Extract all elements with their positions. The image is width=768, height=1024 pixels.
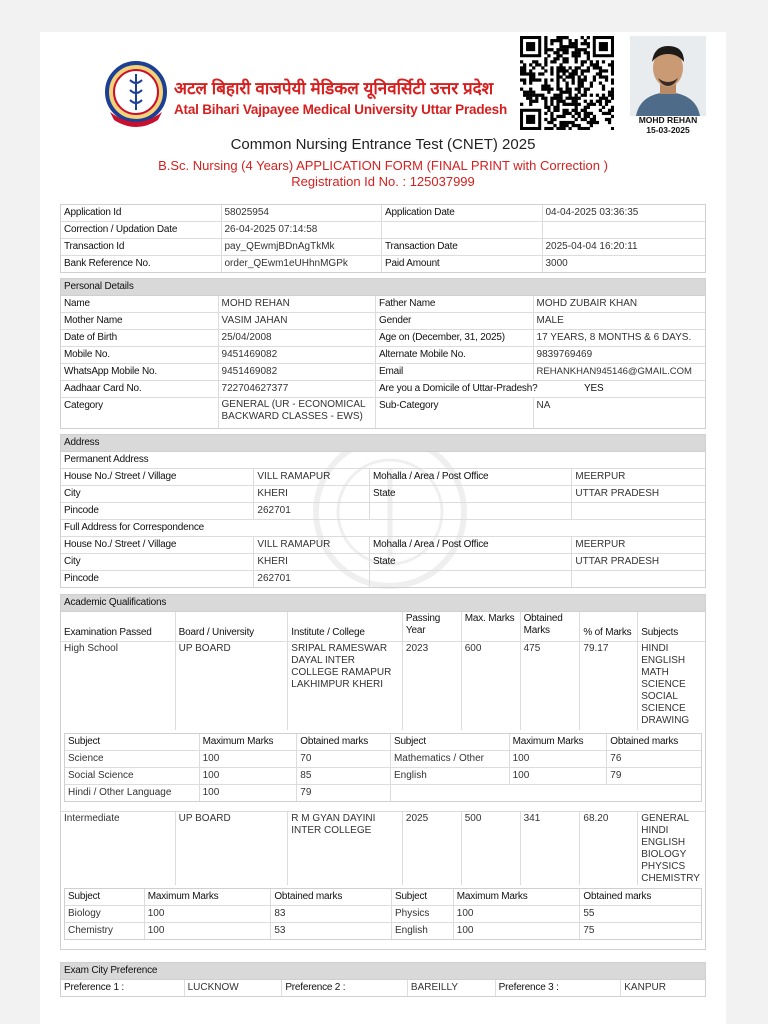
domicile-label: Are you a Domicile of Uttar-Pradesh? — [379, 383, 538, 394]
table-row — [61, 205, 705, 222]
bank-reference-value: order_QEwm1eUHhnMGPk — [222, 256, 383, 272]
qr-code-icon — [520, 36, 614, 130]
subcategory-label: Sub-Category — [376, 398, 534, 428]
hs-exam: High School — [61, 642, 176, 730]
empty-cell — [370, 571, 572, 587]
domicile-cell — [376, 381, 705, 397]
subject-obtained: 85 — [297, 768, 391, 784]
empty-cell — [543, 222, 706, 238]
state-label: State — [370, 554, 572, 570]
personal-details-table — [60, 278, 706, 429]
subject-max: 100 — [454, 923, 581, 939]
city-label: City — [61, 554, 254, 570]
hs-subject-table — [64, 733, 702, 802]
city-value: KHERI — [254, 486, 370, 502]
col-year: Passing Year — [403, 612, 462, 641]
mother-name-label: Mother Name — [61, 313, 219, 329]
col-institute: Institute / College — [288, 612, 403, 641]
mohalla-label: Mohalla / Area / Post Office — [370, 537, 572, 553]
empty-cell — [572, 503, 705, 519]
gender-label: Gender — [376, 313, 534, 329]
mohalla-value: MEERPUR — [575, 539, 626, 550]
int-board: UP BOARD — [176, 812, 289, 885]
category-value: GENERAL (UR - ECONOMICAL BACKWARD CLASSES - EWS) — [219, 398, 377, 428]
subject-obtained: 55 — [583, 908, 595, 919]
col-max-marks: Maximum Marks — [145, 889, 272, 905]
subject-obtained: 83 — [271, 906, 392, 922]
subject-name: English — [392, 923, 454, 939]
subject-max: 100 — [510, 768, 608, 784]
transaction-date-label: Transaction Date — [382, 239, 543, 255]
city-label: City — [61, 486, 254, 502]
subject-max: 100 — [200, 785, 298, 801]
subject-name: Mathematics / Other — [391, 751, 510, 767]
table-row — [61, 296, 705, 313]
table-row — [61, 222, 705, 239]
subject-name: Science — [65, 751, 200, 767]
table-row — [61, 364, 705, 381]
int-institute: R M GYAN DAYINI INTER COLLEGE — [288, 812, 403, 885]
int-subjects: GENERAL HINDI ENGLISH BIOLOGY PHYSICS CHEMISTRY — [641, 813, 700, 884]
state-label: State — [370, 486, 572, 502]
int-exam: Intermediate — [61, 812, 176, 885]
table-row — [61, 537, 705, 554]
application-form-page — [40, 32, 726, 1024]
table-row — [65, 734, 701, 751]
mohalla-value: MEERPUR — [575, 471, 626, 482]
int-year: 2025 — [403, 812, 462, 885]
paid-amount-value: 3000 — [545, 258, 568, 269]
pref2-value: BAREILLY — [408, 980, 496, 996]
email-value: REHANKHAN945146@GMAIL.COM — [536, 366, 692, 377]
pref3-value: KANPUR — [624, 982, 666, 993]
table-row — [61, 554, 705, 571]
hs-max: 600 — [462, 642, 521, 730]
age-value: 17 YEARS, 8 MONTHS & 6 DAYS. — [536, 332, 692, 343]
hs-percent: 79.17 — [580, 642, 638, 730]
hs-year: 2023 — [403, 642, 462, 730]
name-value: MOHD REHAN — [219, 296, 377, 312]
empty-cell — [382, 222, 543, 238]
subject-obtained: 75 — [583, 925, 595, 936]
subject-name: Biology — [65, 906, 145, 922]
col-board: Board / University — [176, 612, 289, 641]
subject-name: Physics — [392, 906, 454, 922]
alt-mobile-value: 9839769469 — [536, 349, 593, 360]
house-value: VILL RAMAPUR — [254, 537, 370, 553]
subject-max: 100 — [145, 906, 272, 922]
transaction-id-label: Transaction Id — [61, 239, 222, 255]
col-subjects: Subjects — [641, 627, 678, 638]
subject-max: 100 — [454, 906, 581, 922]
mother-name-value: VASIM JAHAN — [219, 313, 377, 329]
whatsapp-label: WhatsApp Mobile No. — [61, 364, 219, 380]
col-obtained-marks: Obtained marks — [610, 736, 679, 747]
father-name-label: Father Name — [376, 296, 534, 312]
int-percent: 68.20 — [580, 812, 638, 885]
transaction-id-value: pay_QEwmjBDnAgTkMk — [222, 239, 383, 255]
photo-caption — [626, 116, 710, 135]
permanent-address-heading: Permanent Address — [61, 452, 705, 469]
intermediate-row — [61, 811, 705, 885]
subject-obtained: 76 — [610, 753, 622, 764]
table-row — [61, 347, 705, 364]
table-row — [61, 330, 705, 347]
hs-institute: SRIPAL RAMESWAR DAYAL INTER COLLEGE RAMAPUR LAKHIMPUR KHERI — [288, 642, 403, 730]
state-value: UTTAR PRADESH — [575, 488, 660, 499]
pincode-value: 262701 — [254, 571, 370, 587]
pref1-label: Preference 1 : — [61, 980, 185, 996]
aadhaar-label: Aadhaar Card No. — [61, 381, 219, 397]
photo-date: 15-03-2025 — [646, 124, 690, 135]
col-subject: Subject — [392, 889, 454, 905]
table-row — [61, 503, 705, 520]
house-value: VILL RAMAPUR — [254, 469, 370, 485]
bank-reference-label: Bank Reference No. — [61, 256, 222, 272]
col-exam: Examination Passed — [61, 612, 176, 641]
table-row — [61, 381, 705, 398]
table-row — [65, 923, 701, 939]
house-label: House No./ Street / Village — [61, 537, 254, 553]
col-obtained-marks: Obtained marks — [271, 889, 392, 905]
whatsapp-value: 9451469082 — [219, 364, 377, 380]
empty-cell — [572, 571, 705, 587]
exam-city-table — [60, 962, 706, 997]
subject-name: Social Science — [65, 768, 200, 784]
col-obtained: Obtained Marks — [521, 612, 581, 641]
table-row — [61, 469, 705, 486]
aadhaar-value: 722704627377 — [219, 381, 377, 397]
col-obtained-marks: Obtained marks — [297, 734, 391, 750]
table-row — [61, 571, 705, 587]
table-row — [65, 889, 701, 906]
col-max: Max. Marks — [462, 612, 521, 641]
correction-date-value: 26-04-2025 07:14:58 — [222, 222, 383, 238]
col-max-marks: Maximum Marks — [200, 734, 298, 750]
address-table — [60, 434, 706, 588]
university-english-title: Atal Bihari Vajpayee Medical University Uttar Pradesh — [174, 102, 508, 117]
city-value: KHERI — [254, 554, 370, 570]
pincode-value: 262701 — [254, 503, 370, 519]
subject-obtained: 79 — [610, 770, 622, 781]
col-subject: Subject — [65, 889, 145, 905]
hs-board: UP BOARD — [176, 642, 289, 730]
pincode-label: Pincode — [61, 571, 254, 587]
table-row — [65, 768, 701, 785]
state-value: UTTAR PRADESH — [575, 556, 660, 567]
int-obtained: 341 — [521, 812, 581, 885]
subject-max: 100 — [200, 751, 298, 767]
mobile-value: 9451469082 — [219, 347, 377, 363]
high-school-row — [61, 642, 705, 730]
application-id-label: Application Id — [61, 205, 222, 221]
name-label: Name — [61, 296, 219, 312]
form-title: B.Sc. Nursing (4 Years) APPLICATION FORM (FINAL PRINT with Correction ) — [158, 158, 608, 173]
applicant-photo — [630, 36, 706, 116]
academic-heading: Academic Qualifications — [61, 595, 705, 612]
pincode-label: Pincode — [61, 503, 254, 519]
dob-label: Date of Birth — [61, 330, 219, 346]
subject-max: 100 — [145, 923, 272, 939]
col-subject: Subject — [65, 734, 200, 750]
empty-cell — [370, 503, 572, 519]
table-row — [61, 486, 705, 503]
subject-max: 100 — [510, 751, 608, 767]
application-id-value: 58025954 — [222, 205, 383, 221]
exam-city-heading: Exam City Preference — [61, 963, 705, 980]
int-max: 500 — [462, 812, 521, 885]
correspondence-address-heading: Full Address for Correspondence — [61, 520, 705, 537]
house-label: House No./ Street / Village — [61, 469, 254, 485]
dob-value: 25/04/2008 — [219, 330, 377, 346]
application-info-table — [60, 204, 706, 273]
personal-details-heading: Personal Details — [61, 279, 705, 296]
empty-cell — [391, 785, 701, 801]
domicile-value: YES — [584, 383, 604, 394]
university-seal-icon — [104, 60, 168, 132]
correction-date-label: Correction / Updation Date — [61, 222, 222, 238]
col-percent: % of Marks — [580, 612, 638, 641]
col-subject: Subject — [391, 734, 510, 750]
subject-obtained: 79 — [297, 785, 391, 801]
table-row — [61, 256, 705, 272]
exam-title: Common Nursing Entrance Test (CNET) 2025 — [230, 136, 536, 153]
category-label: Category — [61, 398, 219, 428]
table-row — [65, 751, 701, 768]
registration-id: Registration Id No. : 125037999 — [291, 174, 475, 189]
alt-mobile-label: Alternate Mobile No. — [376, 347, 534, 363]
email-label: Email — [376, 364, 534, 380]
subcategory-value: NA — [536, 400, 551, 411]
age-label: Age on (December, 31, 2025) — [376, 330, 534, 346]
table-row — [61, 239, 705, 256]
application-date-label: Application Date — [382, 205, 543, 221]
hs-subjects: HINDI ENGLISH MATH SCIENCE SOCIAL SCIENCE DRAWING — [641, 643, 690, 726]
academic-table — [60, 594, 706, 950]
application-date-value: 04-04-2025 03:36:35 — [545, 207, 639, 218]
father-name-value: MOHD ZUBAIR KHAN — [536, 298, 638, 309]
academic-header-row — [61, 612, 705, 642]
pref1-value: LUCKNOW — [185, 980, 283, 996]
subject-max: 100 — [200, 768, 298, 784]
mobile-label: Mobile No. — [61, 347, 219, 363]
int-subject-table — [64, 888, 702, 940]
subject-name: Hindi / Other Language — [65, 785, 200, 801]
table-row — [61, 398, 705, 428]
col-max-marks: Maximum Marks — [454, 889, 581, 905]
table-row — [65, 785, 701, 801]
subject-obtained: 53 — [271, 923, 392, 939]
gender-value: MALE — [536, 315, 564, 326]
subject-name: English — [391, 768, 510, 784]
subject-obtained: 70 — [297, 751, 391, 767]
table-row — [65, 906, 701, 923]
spacer — [61, 943, 705, 949]
col-obtained-marks: Obtained marks — [583, 891, 652, 902]
pref3-label: Preference 3 : — [496, 980, 622, 996]
subject-name: Chemistry — [65, 923, 145, 939]
university-hindi-title: अटल बिहारी वाजपेयी मेडिकल यूनिवर्सिटी उत्तर प्रदेश — [174, 79, 494, 98]
paid-amount-label: Paid Amount — [382, 256, 543, 272]
pref2-label: Preference 2 : — [282, 980, 408, 996]
table-row — [61, 313, 705, 330]
transaction-date-value: 2025-04-04 16:20:11 — [545, 241, 638, 252]
photo-name: MOHD REHAN — [638, 115, 698, 125]
table-row — [61, 980, 705, 996]
hs-obtained: 475 — [521, 642, 581, 730]
mohalla-label: Mohalla / Area / Post Office — [370, 469, 572, 485]
col-max-marks: Maximum Marks — [510, 734, 608, 750]
address-heading: Address — [61, 435, 705, 452]
